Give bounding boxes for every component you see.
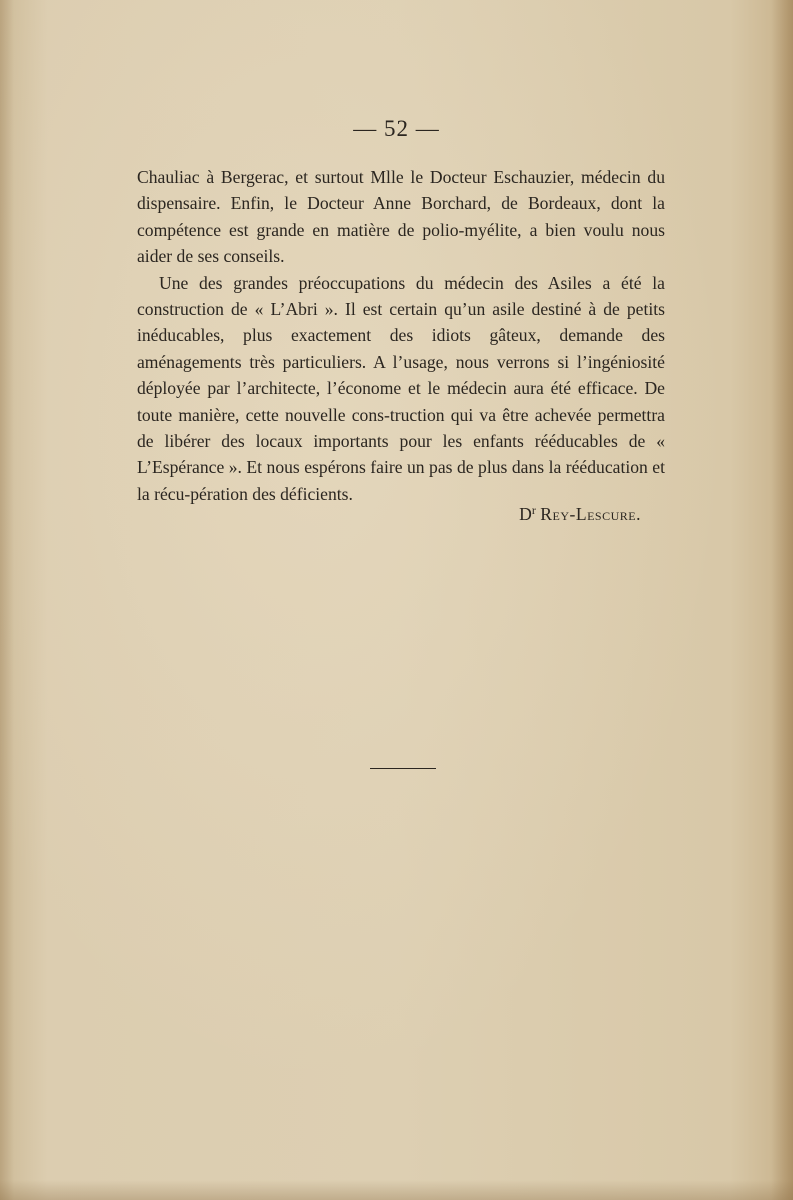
signature-title: D (519, 504, 532, 524)
signature-name: Rey-Lescure. (540, 504, 641, 524)
page-number: — 52 — (353, 116, 440, 141)
paragraph-2: Une des grandes préoccupations du médecin des Asiles a été la construction de « L’Abri ». Il est certain qu’un asile destiné à de petits inéducables, plus exactement des idiots gâteux, demande des aménagements très particuliers. A l’usage, nous verrons si l’ingéniosité déployée par l’architecte, l’économe et le médecin aura été efficace. De toute manière, cette nouvelle cons-truction qui va être achevée permettra de libérer des locaux importants pour les enfants rééducables de « L’Espérance ». Et nous espérons faire un pas de plus dans la rééducation et la récu-pération des déficients. (137, 272, 665, 504)
page-edge-shadow-bottom (0, 1180, 793, 1200)
body-text (137, 164, 665, 507)
paragraph-1: Chauliac à Bergerac, et surtout Mlle le Docteur Eschauzier, médecin du dispensaire. Enfin, le Docteur Anne Borchard, de Bordeaux, dont la compétence est grande en matière de polio-myélite, a bien voulu nous aider de ses conseils. (137, 167, 665, 267)
signature-title-superscript: r (531, 503, 536, 517)
section-divider-rule (370, 768, 436, 769)
signature (519, 497, 641, 527)
page-edge-shadow-right (771, 0, 793, 1200)
page-edge-shadow-left (0, 0, 14, 1200)
